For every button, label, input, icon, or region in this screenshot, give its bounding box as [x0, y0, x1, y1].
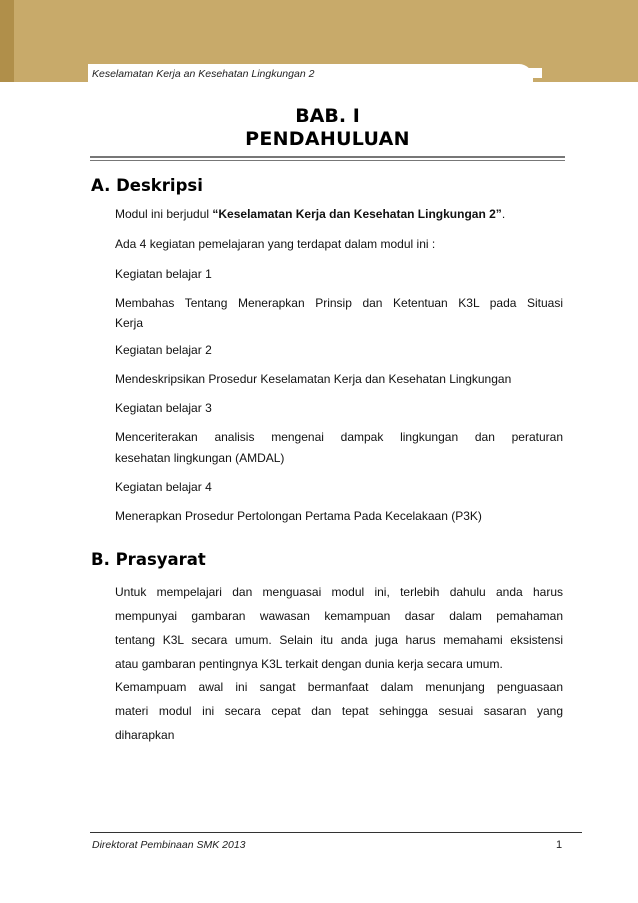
title-rule-thin	[90, 160, 565, 161]
activity-4-label: Kegiatan belajar 4	[115, 480, 212, 494]
prasyarat-line-6: materi modul ini secara cepat dan tepat sehingga sesuai sasaran yang	[115, 704, 563, 718]
section-heading-prasyarat: B. Prasyarat	[91, 550, 206, 569]
header-accent-strip	[0, 0, 14, 82]
activity-3-line-1: Menceriterakan analisis mengenai dampak lingkungan dan peraturan	[115, 430, 563, 444]
footer-rule	[90, 832, 582, 833]
prasyarat-line-4: atau gambaran pentingnya K3L terkait dengan dunia kerja secara umum.	[115, 657, 503, 671]
activity-3-line-2: kesehatan lingkungan (AMDAL)	[115, 451, 285, 465]
activity-2-label: Kegiatan belajar 2	[115, 343, 212, 357]
title-rule-thick	[90, 156, 565, 158]
activity-1-line-2: Kerja	[115, 316, 144, 330]
activity-2-line-1: Mendeskripsikan Prosedur Keselamatan Kerja dan Kesehatan Lingkungan	[115, 372, 512, 386]
section-heading-deskripsi: A. Deskripsi	[91, 176, 203, 195]
prasyarat-line-3: tentang K3L secara umum. Selain itu anda juga harus memahami eksistensi	[115, 633, 563, 647]
activity-4-line-1: Menerapkan Prosedur Pertolongan Pertama Pada Kecelakaan (P3K)	[115, 509, 482, 523]
running-header-title: Keselamatan Kerja an Kesehatan Lingkungan 2	[92, 68, 315, 80]
prasyarat-line-2: mempunyai gambaran wawasan kemampuan dasar dalam pemahaman	[115, 609, 563, 623]
activity-1-line-1: Membahas Tentang Menerapkan Prinsip dan Ketentuan K3L pada Situasi	[115, 296, 563, 310]
activities-intro: Ada 4 kegiatan pemelajaran yang terdapat dalam modul ini :	[115, 237, 436, 251]
chapter-title: PENDAHULUAN	[245, 128, 410, 150]
prasyarat-line-1: Untuk mempelajari dan menguasai modul ini, terlebih dahulu anda harus	[115, 585, 563, 599]
activity-3-label: Kegiatan belajar 3	[115, 401, 212, 415]
intro-paragraph	[115, 207, 563, 221]
chapter-number: BAB. I	[295, 105, 360, 127]
intro-prefix: Modul ini berjudul	[115, 207, 213, 221]
footer-text: Direktorat Pembinaan SMK 2013	[92, 839, 246, 851]
module-title: “Keselamatan Kerja dan Kesehatan Lingkungan 2”	[212, 207, 502, 221]
prasyarat-line-5: Kemampuam awal ini sangat bermanfaat dalam menunjang penguasaan	[115, 680, 563, 694]
page-number: 1	[556, 839, 563, 851]
activity-1-label: Kegiatan belajar 1	[115, 267, 212, 281]
intro-suffix: .	[501, 207, 506, 221]
prasyarat-line-7: diharapkan	[115, 728, 175, 742]
